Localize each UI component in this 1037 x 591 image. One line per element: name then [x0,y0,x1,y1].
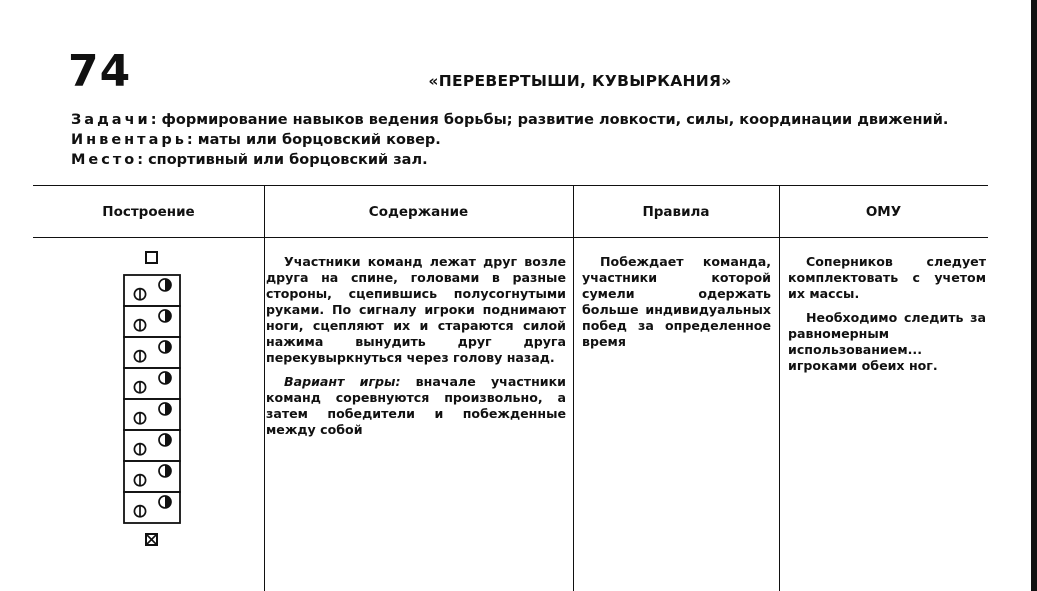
opponent-icon [159,310,171,322]
game-info [71,110,1021,170]
player-pair [124,399,180,430]
player-pair [124,461,180,492]
crossed-square-marker-icon [146,534,157,545]
pair-box [124,275,180,306]
formation-diagram [100,248,220,553]
pair-box [124,368,180,399]
place-text: : спортивный или борцовский зал. [137,152,428,168]
place-row [71,150,1021,170]
opponent-icon [159,434,171,446]
column-header-rules: Правила [642,204,710,220]
variant-text: вначале участники команд соревнуются произвольно, а затем победители и побежденные между собой [266,374,566,437]
player-icon [134,351,145,362]
player-pair [124,430,180,461]
pair-box [124,399,180,430]
tasks-row [71,110,1021,130]
pair-box [124,430,180,461]
column-divider-2 [573,185,574,591]
column-divider-3 [779,185,780,591]
omu-cell [788,254,986,374]
player-pair [124,306,180,337]
game-title: «ПЕРЕВЕРТЫШИ, КУВЫРКАНИЯ» [428,72,732,90]
pair-box [124,306,180,337]
pair-box [124,337,180,368]
player-pair [124,337,180,368]
player-pair [124,368,180,399]
opponent-icon [159,372,171,384]
column-header-content: Содержание [368,204,469,220]
opponent-icon [159,465,171,477]
player-icon [134,382,145,393]
opponent-icon [159,403,171,415]
content-cell [266,254,566,438]
player-icon [134,289,145,300]
content-paragraph: Участники команд лежат друг возле друга на спине, головами в разные стороны, сцепившись полусогнутыми руками. По сигналу игроки поднимают ноги, сцепляют их и стараются силой нажима вынудить друг друга перекувыркнуться через голову назад. [266,254,566,365]
scan-edge [1031,0,1037,591]
omu-paragraph-1: Соперников следует комплектовать с учетом их массы. [788,254,986,301]
column-divider-1 [264,185,265,591]
column-header-omu: ОМУ [865,204,902,220]
square-marker-icon [146,252,157,263]
tasks-label: Задачи [71,112,151,128]
rules-paragraph: Побеждает команда, участники которой сумели одержать больше индивидуальных побед за определенное время [582,254,771,349]
omu-paragraph-2: Необходимо следить за равномерным использованием... игроками обеих ног. [788,310,986,373]
player-icon [134,475,145,486]
pair-box [124,461,180,492]
player-pair [124,492,180,523]
game-number: 74 [68,46,132,97]
column-header-formation: Построение [102,204,195,220]
player-icon [134,320,145,331]
player-icon [134,413,145,424]
inventory-label: Инвентарь [71,132,187,148]
player-icon [134,506,145,517]
inventory-row [71,130,1021,150]
opponent-icon [159,496,171,508]
opponent-icon [159,279,171,291]
pair-box [124,492,180,523]
tasks-text: : формирование навыков ведения борьбы; развитие ловкости, силы, координации движений. [150,112,949,128]
variant-paragraph [266,374,566,438]
rules-cell [582,254,771,350]
variant-lead: Вариант игры: [284,374,401,389]
table-top-rule [33,185,988,186]
player-pair [124,275,180,306]
table-header-rule [33,237,988,238]
inventory-text: : маты или борцовский ковер. [186,132,441,148]
player-icon [134,444,145,455]
place-label: Место [71,152,138,168]
opponent-icon [159,341,171,353]
